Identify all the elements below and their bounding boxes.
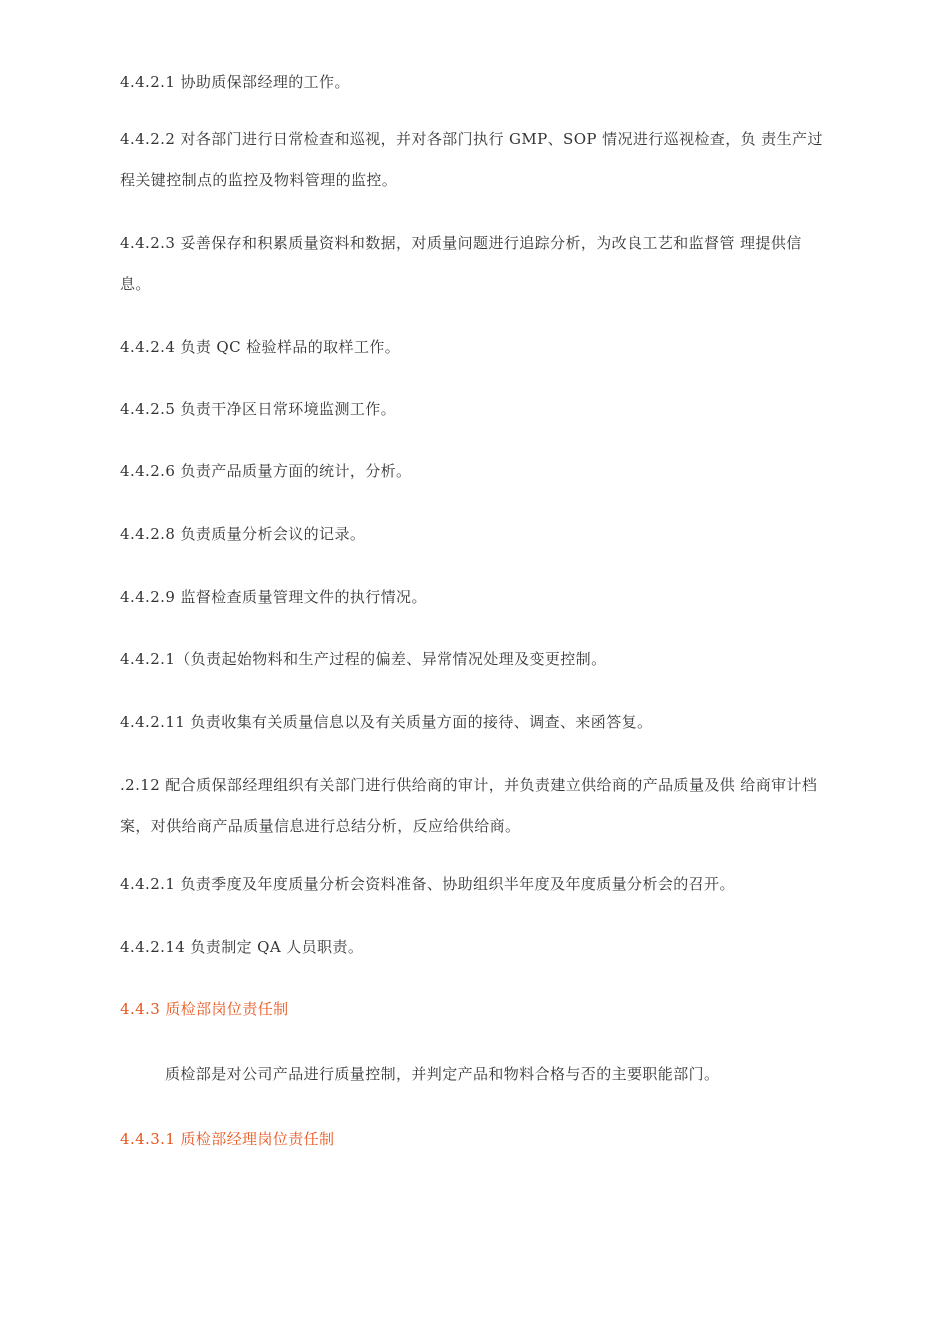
paragraph-4-4-2-6: 4.4.2.6 负责产品质量方面的统计，分析。 — [120, 462, 412, 480]
paragraph-4-4-2-5: 4.4.2.5 负责干净区日常环境监测工作。 — [120, 400, 397, 418]
paragraph-4-4-2-1: 4.4.2.1 协助质保部经理的工作。 — [120, 73, 350, 91]
paragraph-4-4-2-4: 4.4.2.4 负责 QC 检验样品的取样工作。 — [120, 338, 401, 356]
paragraph-4-4-2-8: 4.4.2.8 负责质量分析会议的记录。 — [120, 525, 366, 543]
paragraph-4-4-2-9: 4.4.2.9 监督检查质量管理文件的执行情况。 — [120, 588, 427, 606]
section-body: 质检部是对公司产品进行质量控制，并判定产品和物料合格与否的主要职能部门。 — [165, 1065, 720, 1083]
paragraph-4-4-2-14: 4.4.2.14 负责制定 QA 人员职责。 — [120, 938, 364, 956]
paragraph-4-4-2-11: 4.4.2.11 负责收集有关质量信息以及有关质量方面的接待、调查、来函答复。 — [120, 713, 653, 731]
paragraph-4-4-2-3: 4.4.2.3 妥善保存和积累质量资料和数据，对质量问题进行追踪分析，为改良工艺和监督管 理提供信息。 — [120, 234, 802, 293]
section-heading: 4.4.3 质检部岗位责任制 — [120, 1000, 289, 1018]
paragraph-4-4-2-2: 4.4.2.2 对各部门进行日常检查和巡视，并对各部门执行 GMP、SOP 情况进行巡视检查，负 责生产过程关键控制点的监控及物料管理的监控。 — [120, 130, 823, 189]
paragraph-4-4-2-12: .2.12 配合质保部经理组织有关部门进行供给商的审计，并负责建立供给商的产品质量及供 给商审计档案，对供给商产品质量信息进行总结分析，反应给供给商。 — [120, 776, 818, 835]
paragraph-4-4-2-13: 4.4.2.1 负责季度及年度质量分析会资料准备、协助组织半年度及年度质量分析会的召开。 — [120, 875, 735, 893]
subsection-heading: 4.4.3.1 质检部经理岗位责任制 — [120, 1130, 335, 1148]
paragraph-4-4-2-10: 4.4.2.1（负责起始物料和生产过程的偏差、异常情况处理及变更控制。 — [120, 650, 607, 668]
